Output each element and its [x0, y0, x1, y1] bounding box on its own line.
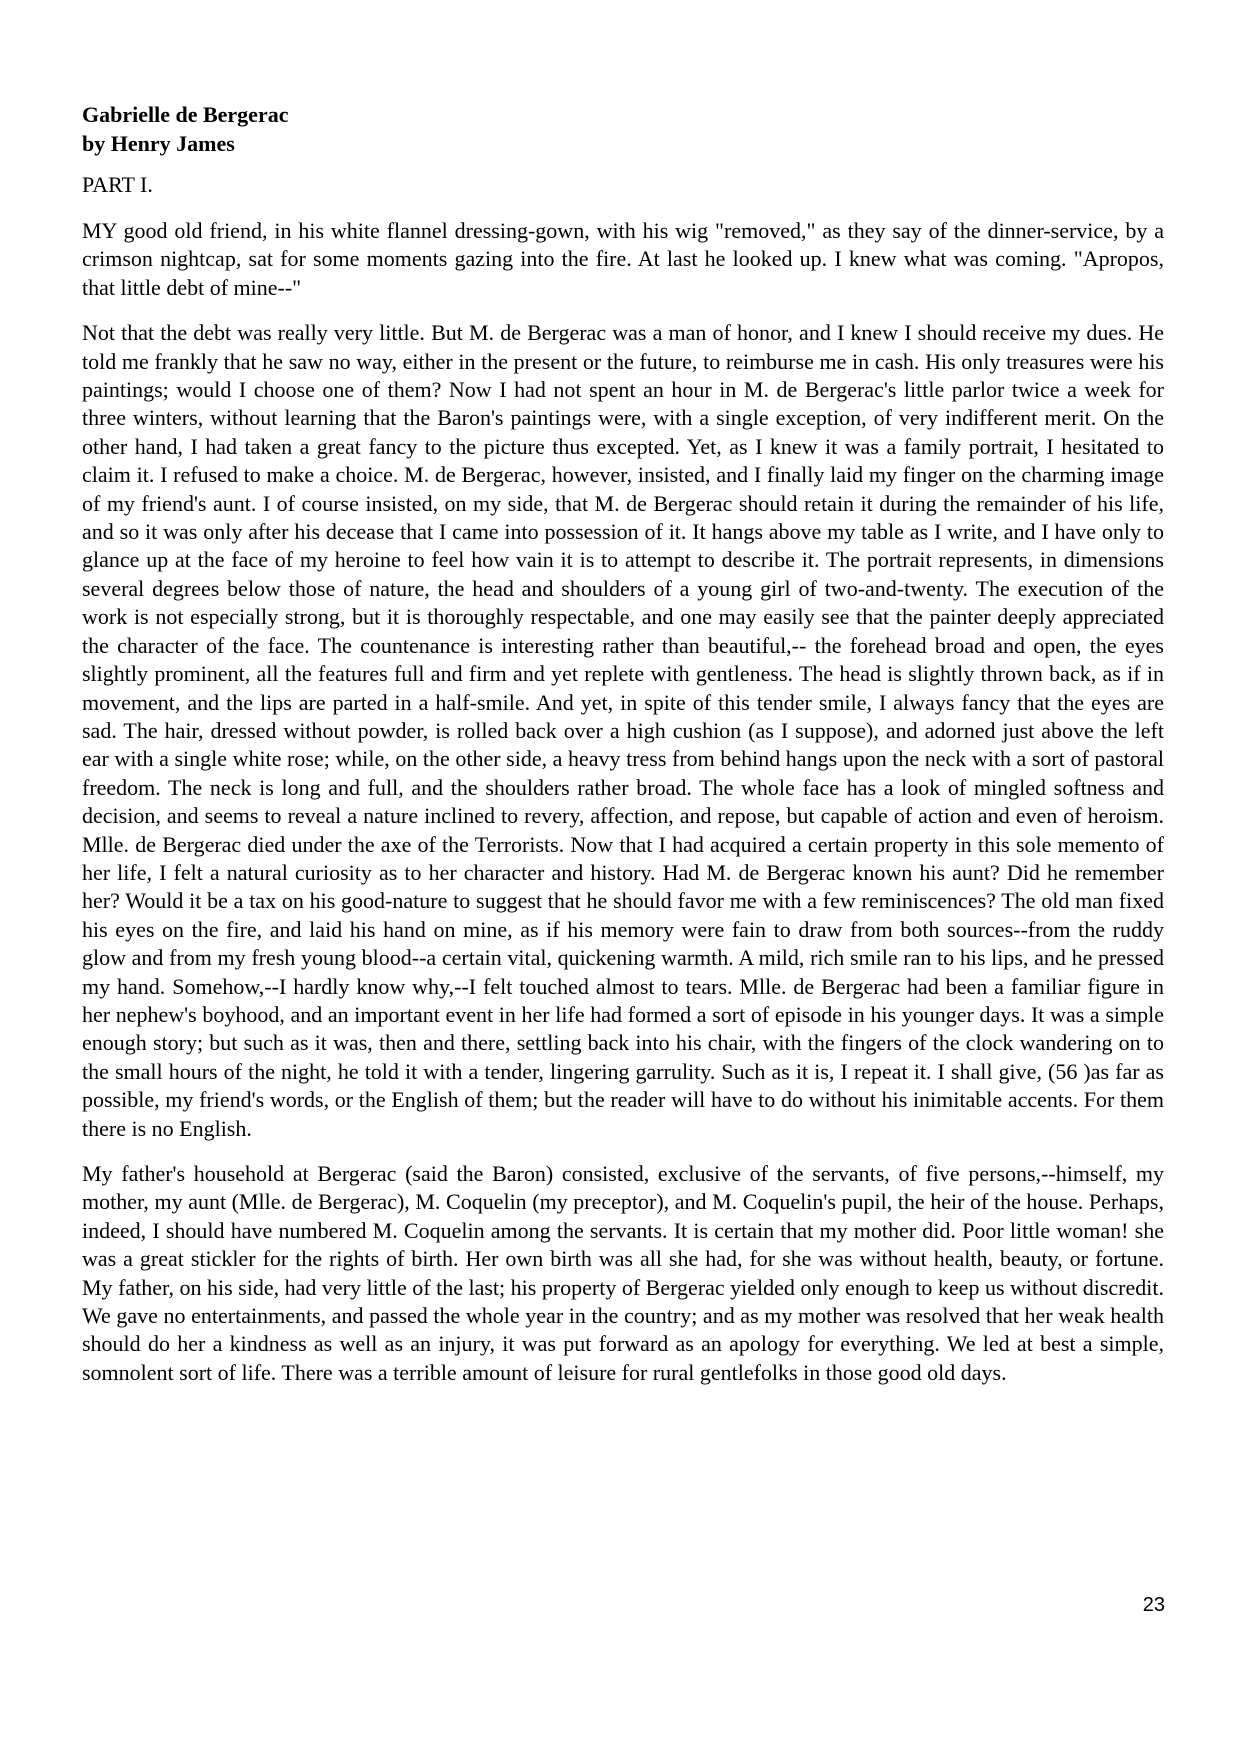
page-number: 23: [1142, 1594, 1165, 1616]
paragraph: My father's household at Bergerac (said the Baron) consisted, exclusive of the servants, of five persons,--himself, my mother, my aunt (Mlle. de Bergerac), M. Coquelin (my preceptor), and M. Coquelin's pupil, the heir of the house. Perhaps, indeed, I should have numbered M. Coquelin among the servants. It is certain that my mother did. Poor little woman! she was a great stickler for the rights of birth. Her own birth was all she had, for she was without health, beauty, or fortune. My father, on his side, had very little of the last; his property of Bergerac yielded only enough to keep us without discredit. We gave no entertainments, and passed the whole year in the country; and as my mother was resolved that her weak health should do her a kindness as well as an injury, it was put forward as an apology for everything. We led at best a simple, somnolent sort of life. There was a terrible amount of leisure for rural gentlefolks in those good old days.: [82, 1161, 1164, 1385]
document-page: [82, 100, 1164, 1404]
part-heading: PART I.: [82, 172, 153, 197]
paragraph: Not that the debt was really very little. But M. de Bergerac was a man of honor, and I knew I should receive my dues. He told me frankly that he saw no way, either in the present or the future, to reimburse me in cash. His only treasures were his paintings; would I choose one of them? Now I had not spent an hour in M. de Bergerac's little parlor twice a week for three winters, without learning that the Baron's paintings were, with a single exception, of very indifferent merit. On the other hand, I had taken a great fancy to the picture thus excepted. Yet, as I knew it was a family portrait, I hesitated to claim it. I refused to make a choice. M. de Bergerac, however, insisted, and I finally laid my finger on the charming image of my friend's aunt. I of course insisted, on my side, that M. de Bergerac should retain it during the remainder of his life, and so it was only after his decease that I came into possession of it. It hangs above my table as I write, and I have only to glance up at the face of my heroine to feel how vain it is to attempt to describe it. The portrait represents, in dimensions several degrees below those of nature, the head and shoulders of a young girl of two-and-twenty. The execution of the work is not especially strong, but it is thoroughly respectable, and one may easily see that the painter deeply appreciated the character of the face. The countenance is interesting rather than beautiful,-- the forehead broad and open, the eyes slightly prominent, all the features full and firm and yet replete with gentleness. The head is slightly thrown back, as if in movement, and the lips are parted in a half-smile. And yet, in spite of this tender smile, I always fancy that the eyes are sad. The hair, dressed without powder, is rolled back over a high cushion (as I suppose), and adorned just above the left ear with a single white rose; while, on the other side, a heavy tress from behind hangs upon the neck with a sort of pastoral freedom. The neck is long and full, and the shoulders rather broad. The whole face has a look of mingled softness and decision, and seems to reveal a nature inclined to revery, affection, and repose, but capable of action and even of heroism. Mlle. de Bergerac died under the axe of the Terrorists. Now that I had acquired a certain property in this sole memento of her life, I felt a natural curiosity as to her character and history. Had M. de Bergerac known his aunt? Did he remember her? Would it be a tax on his good-nature to suggest that he should favor me with a few reminiscences? The old man fixed his eyes on the fire, and laid his hand on mine, as if his memory were fain to draw from both sources--from the ruddy glow and from my fresh young blood--a certain vital, quickening warmth. A mild, rich smile ran to his lips, and he pressed my hand. Somehow,--I hardly know why,--I felt touched almost to tears. Mlle. de Bergerac had been a familiar figure in her nephew's boyhood, and an important event in her life had formed a sort of episode in his younger days. It was a simple enough story; but such as it was, then and there, settling back into his chair, with the fingers of the clock wandering on to the small hours of the night, he told it with a tender, lingering garrulity. Such as it is, I repeat it. I shall give, (56 )as far as possible, my friend's words, or the English of them; but the reader will have to do without his inimitable accents. For them there is no English.: [82, 320, 1164, 1141]
paragraph: MY good old friend, in his white flannel dressing-gown, with his wig "removed," as they say of the dinner-service, by a crimson nightcap, sat for some moments gazing into the fire. At last he looked up. I knew what was coming. "Apropos, that little debt of mine--": [82, 218, 1164, 300]
author-line: by Henry James: [82, 131, 235, 156]
title-block: [82, 100, 1164, 158]
document-title: Gabrielle de Bergerac: [82, 102, 289, 127]
